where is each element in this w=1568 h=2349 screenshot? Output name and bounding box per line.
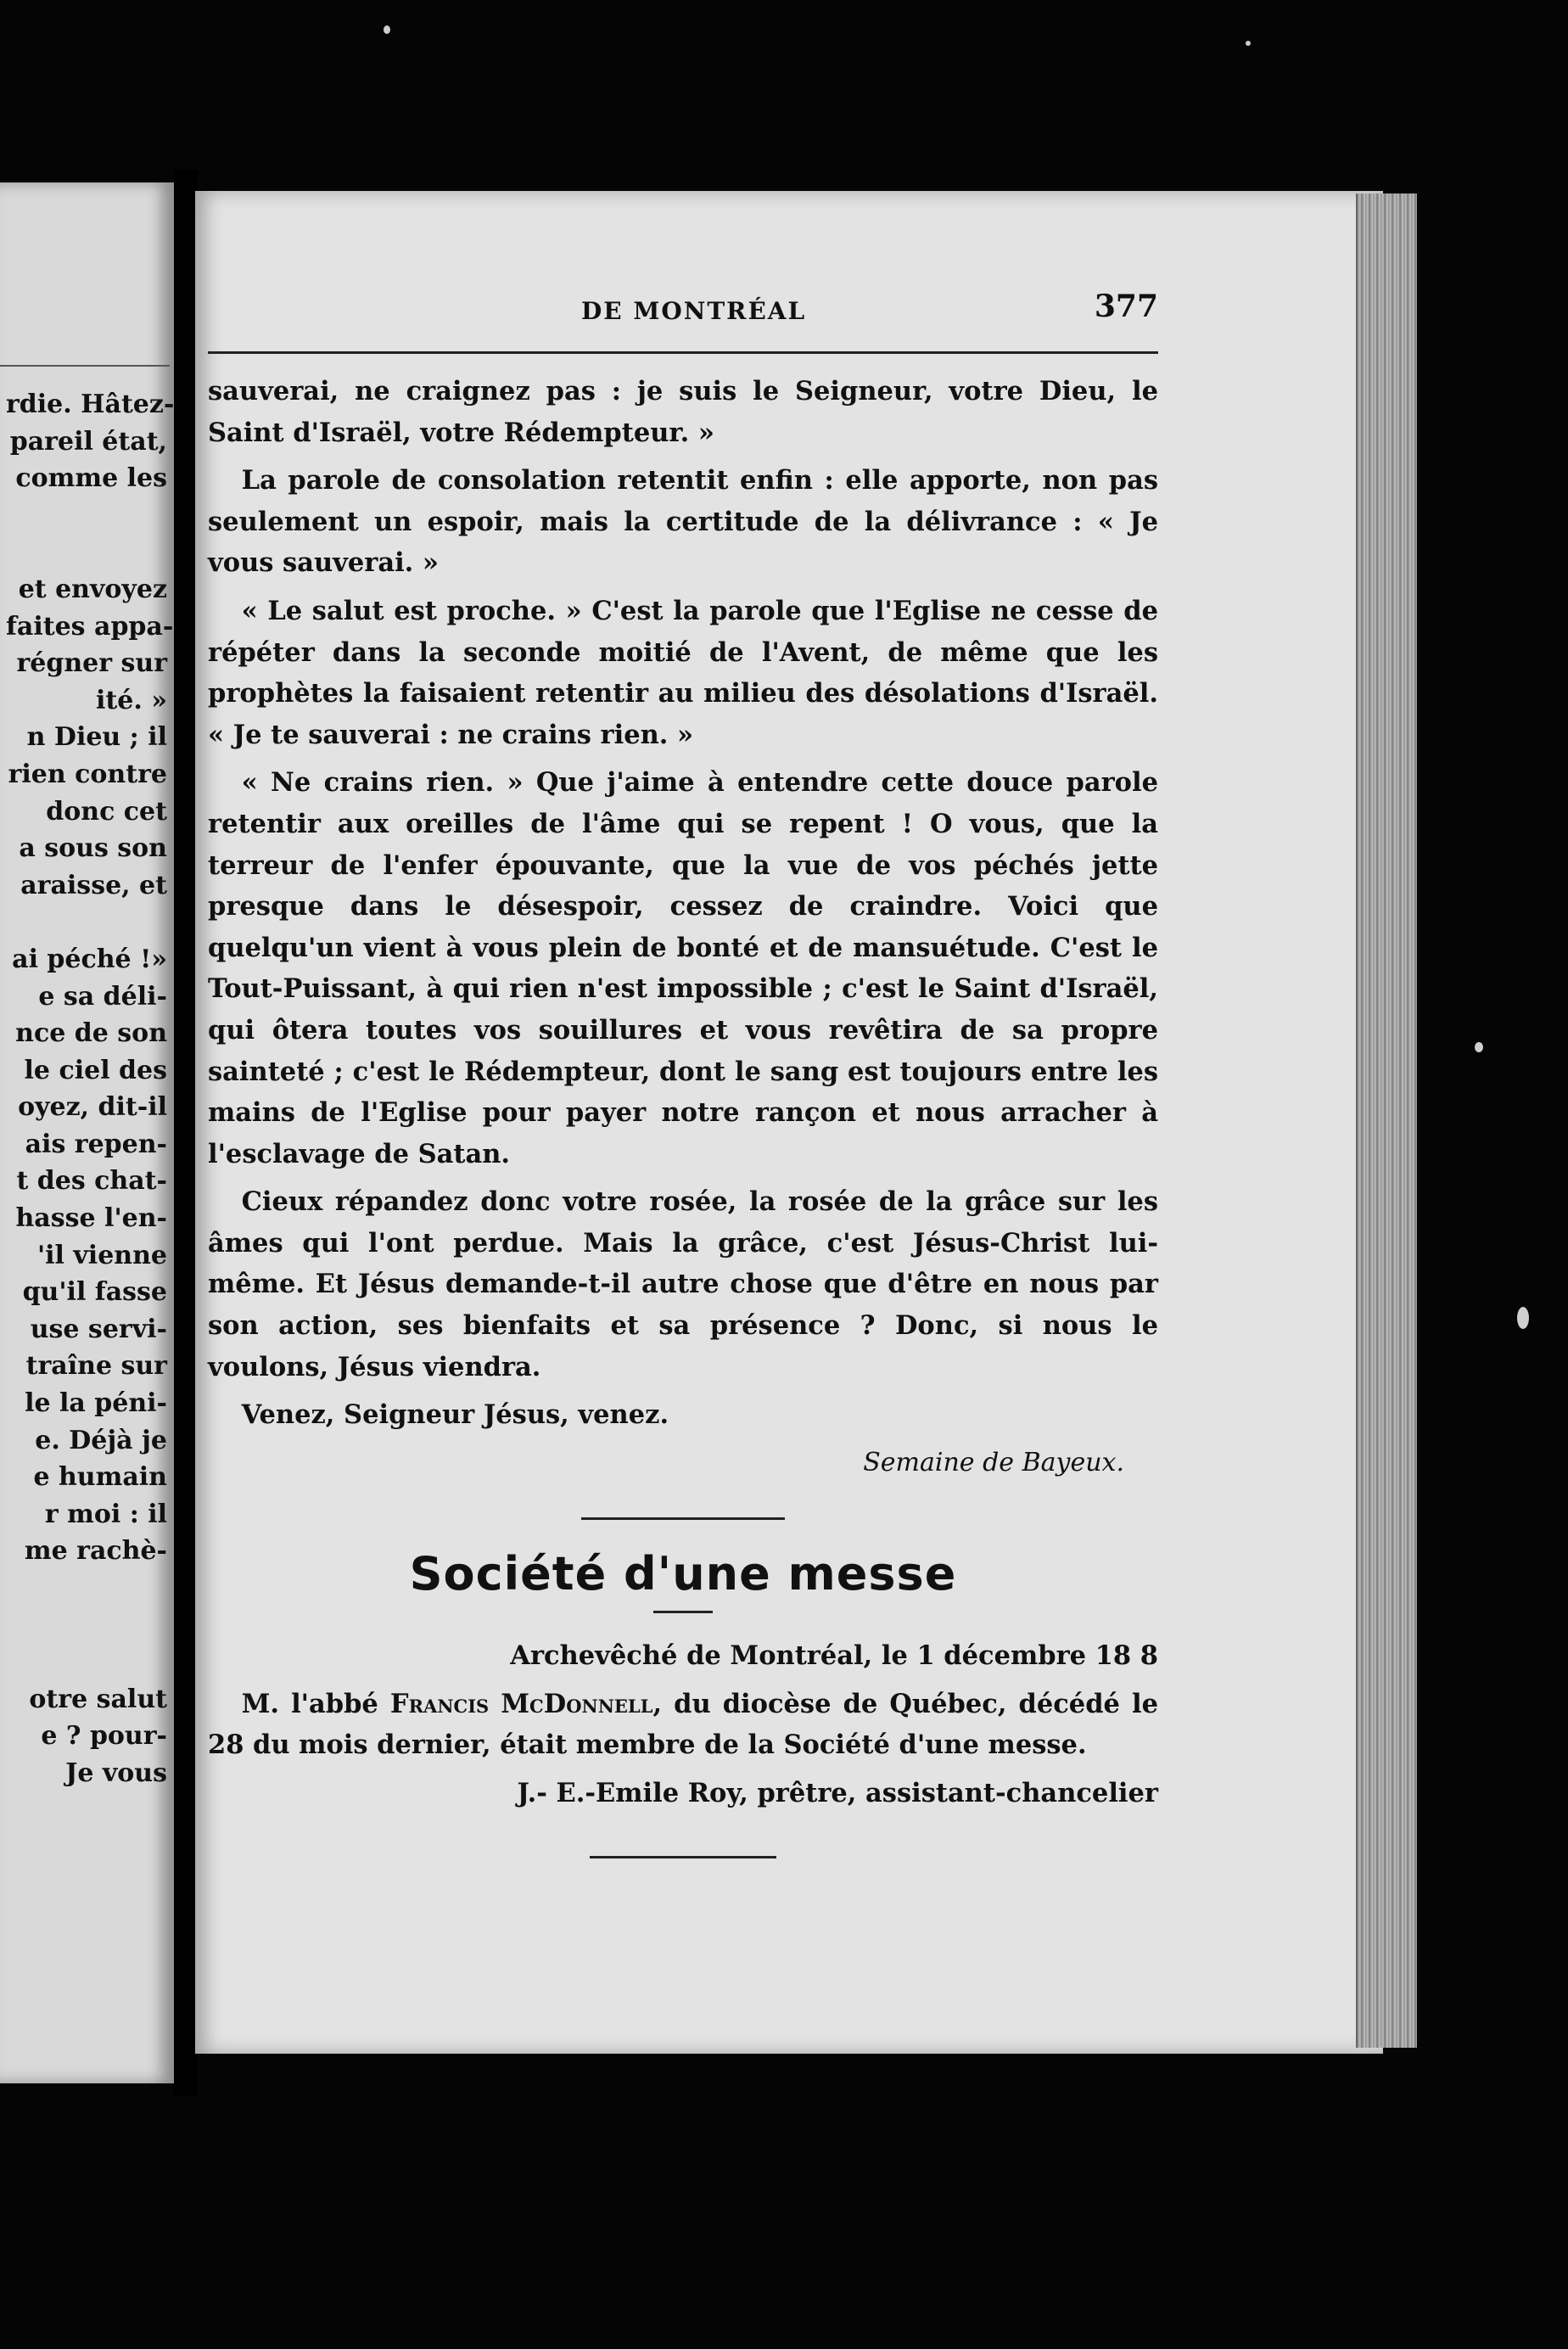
left-page-line: donc cet	[46, 796, 167, 827]
left-page-line	[6, 534, 167, 571]
left-page-line: et envoyez	[18, 574, 167, 604]
section-separator	[581, 1517, 785, 1520]
left-page-line: a sous son	[19, 833, 167, 864]
article-attribution: Semaine de Bayeux.	[863, 1447, 1124, 1477]
paragraph-3: « Le salut est proche. » C'est la parole que l'Eglise ne cesse de répéter dans la seconde moitié de l'Avent, de même que les prophètes la faisaient retentir au milieu des désolations d'Israël. « Je te sauverai : ne crains rien. »	[208, 595, 1158, 750]
left-page-line: le ciel des	[24, 1055, 167, 1085]
left-page-line	[6, 497, 167, 535]
notice-dateline: Archevêché de Montréal, le 1 décembre 18 8	[510, 1640, 1158, 1672]
notice-paragraph	[208, 1684, 1158, 1766]
left-page-text	[6, 386, 174, 1792]
left-page-line: e ? pour-	[41, 1721, 167, 1752]
left-page-line: pareil état,	[9, 426, 167, 457]
left-page-line: ité. »	[96, 685, 167, 715]
notice-name: Francis McDonnell	[389, 1688, 653, 1719]
left-page-line: otre salut	[29, 1684, 167, 1714]
left-page-line	[6, 1644, 167, 1681]
header-rule	[208, 351, 1158, 354]
left-page-line: t des chat-	[16, 1166, 167, 1197]
notice-text-before: M. l'abbé	[241, 1688, 378, 1719]
left-page-line: qu'il fasse	[22, 1277, 167, 1308]
left-facing-page	[0, 182, 174, 2083]
page-number: 377	[1094, 289, 1158, 324]
dust-speck	[1246, 41, 1251, 46]
left-page-line: rien contre	[8, 759, 167, 789]
page-edges	[1356, 193, 1417, 2048]
left-page-line: comme les	[15, 463, 167, 494]
left-page-line: r moi : il	[44, 1499, 167, 1529]
running-head-title: DE MONTRÉAL	[581, 297, 807, 325]
paragraph-5: Cieux répandez donc votre rosée, la rosée de la grâce sur les âmes qui l'ont perdue. Mais la grâce, c'est Jésus-Christ lui-même. Et Jésus demande-t-il autre chose que d'être en nous par son action, ses bienfaits et sa présence ? Donc, si nous le voulons, Jésus viendra.	[208, 1186, 1158, 1382]
dust-speck	[1475, 1042, 1483, 1052]
running-head	[208, 289, 1158, 339]
left-page-line: e sa déli-	[38, 981, 167, 1012]
left-page-line: 'il vienne	[36, 1240, 167, 1270]
left-page-line: araisse, et	[20, 870, 167, 900]
paragraph-1: sauverai, ne craignez pas : je suis le Seigneur, votre Dieu, le Saint d'Israël, votre Rédempteur. »	[208, 376, 1158, 448]
left-page-line: ai péché !»	[12, 944, 167, 974]
left-page-line: n Dieu ; il	[26, 722, 167, 753]
left-page-line: ais repen-	[25, 1129, 167, 1159]
left-page-line: rdie. Hâtez-	[6, 390, 174, 419]
notice-signature: J.- E.-Emile Roy, prêtre, assistant-chancelier	[517, 1777, 1158, 1808]
left-page-rule	[0, 365, 170, 367]
left-page-line: régner sur	[16, 648, 167, 679]
book-gutter	[174, 170, 198, 2096]
paragraph-6: Venez, Seigneur Jésus, venez.	[241, 1399, 669, 1431]
title-separator	[653, 1611, 713, 1613]
left-page-line: use servi-	[30, 1314, 167, 1344]
dust-speck	[1517, 1307, 1529, 1329]
left-page-line	[6, 1607, 167, 1645]
left-page-line: e humain	[33, 1462, 167, 1493]
page-content	[208, 289, 1158, 1858]
left-page-line	[6, 904, 167, 941]
notice-text-after: , du diocèse de Québec, décédé le 28 du mois dernier, était membre de la Société d'une messe.	[208, 1688, 1159, 1761]
article-body	[208, 371, 1158, 1858]
left-page-line: oyez, dit-il	[18, 1092, 167, 1123]
paragraph-2: La parole de consolation retentit enfin : elle apporte, non pas seulement un espoir, mais la certitude de la délivrance : « Je vous sauverai. »	[208, 465, 1158, 579]
left-page-line: hasse l'en-	[15, 1203, 167, 1234]
dust-speck	[384, 25, 390, 34]
left-page-line: e. Déjà je	[35, 1425, 167, 1455]
left-page-line	[6, 1570, 167, 1607]
left-page-line: Je vous	[65, 1758, 167, 1788]
paragraph-4: « Ne crains rien. » Que j'aime à entendre cette douce parole retentir aux oreilles de l'âme qui se repent ! O vous, que la terreur de l'enfer épouvante, que la vue de vos péchés jette presque dans le désespoir, cessez de craindre. Voici que quelqu'un vient à vous plein de bonté et de mansuétude. C'est le Tout-Puissant, à qui rien n'est impossible ; c'est le Saint d'Israël, qui ôtera toutes vos souillures et vous revêtira de sa propre sainteté ; c'est le Rédempteur, dont le sang est toujours entre les mains de l'Eglise pour payer notre rançon et nous arracher à l'esclavage de Satan.	[208, 767, 1158, 1169]
left-page-line: nce de son	[15, 1018, 167, 1049]
left-page-line: le la péni-	[25, 1388, 167, 1419]
section-title: Société d'une messe	[409, 1547, 957, 1601]
end-separator	[590, 1856, 776, 1858]
left-page-line: traîne sur	[25, 1351, 167, 1382]
left-page-line: faites appa-	[6, 611, 174, 642]
left-page-line: me rachè-	[24, 1536, 167, 1567]
